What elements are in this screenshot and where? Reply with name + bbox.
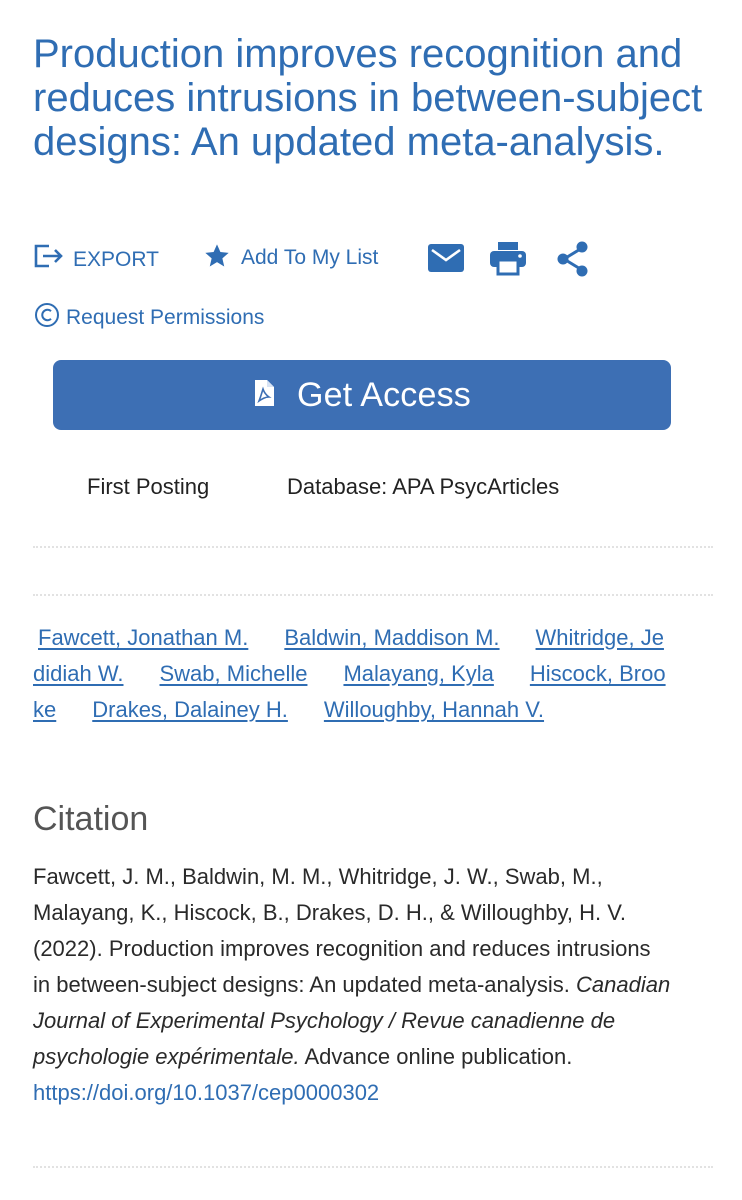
add-to-list-label: Add To My List xyxy=(241,246,379,269)
author-link[interactable]: Willoughby, Hannah V. xyxy=(323,697,545,722)
author-link[interactable]: Fawcett, Jonathan M. xyxy=(38,625,249,650)
author-link[interactable]: Baldwin, Maddison M. xyxy=(284,625,500,650)
email-button[interactable] xyxy=(427,242,465,274)
citation-body: Fawcett, J. M., Baldwin, M. M., Whitridge, J. W., Swab, M., Malayang, K., Hiscock, B., Drakes, D. H., & Willoughby, H. V. (2022). Production improves recognition and reduces intrusions in between-subject designs: An updated meta-analysis. xyxy=(33,864,651,997)
divider xyxy=(33,1166,713,1168)
share-icon xyxy=(555,240,591,278)
author-link[interactable]: Whitridge, Jedidiah W. xyxy=(33,625,664,686)
author-list xyxy=(33,620,673,728)
print-icon xyxy=(489,240,527,276)
copyright-icon xyxy=(34,302,60,333)
pdf-icon xyxy=(253,379,275,412)
export-label: EXPORT xyxy=(73,248,159,271)
doi-link[interactable]: https://doi.org/10.1037/cep0000302 xyxy=(33,1080,380,1105)
author-link[interactable]: Hiscock, Brooke xyxy=(33,661,666,722)
export-button[interactable] xyxy=(33,242,159,272)
divider xyxy=(33,546,713,548)
divider xyxy=(33,594,713,596)
posting-type: First Posting xyxy=(87,474,210,499)
author-link[interactable]: Drakes, Dalainey H. xyxy=(92,697,288,722)
export-icon xyxy=(33,243,65,271)
citation-status: Advance online publication. xyxy=(299,1044,573,1069)
add-to-list-button[interactable] xyxy=(203,242,378,270)
author-link[interactable]: Swab, Michelle xyxy=(159,661,308,686)
citation-heading: Citation xyxy=(33,800,149,838)
database-label: Database: APA PsycArticles xyxy=(287,474,560,499)
share-button[interactable] xyxy=(555,240,591,278)
request-permissions-link[interactable] xyxy=(34,302,264,333)
citation-text xyxy=(33,859,673,1111)
get-access-label: Get Access xyxy=(297,375,471,414)
article-actions xyxy=(33,238,713,286)
star-icon xyxy=(203,242,231,270)
article-title: Production improves recognition and reduces intrusions in between-subject designs: An updated meta-analysis. xyxy=(33,32,703,164)
author-link[interactable]: Malayang, Kyla xyxy=(343,661,494,686)
email-icon xyxy=(427,242,465,274)
request-permissions-label: Request Permissions xyxy=(66,305,265,329)
print-button[interactable] xyxy=(489,240,527,276)
citation-journal: Canadian Journal of Experimental Psychology / Revue canadienne de psychologie expérimentale. xyxy=(33,972,671,1069)
get-access-button[interactable] xyxy=(53,360,671,430)
